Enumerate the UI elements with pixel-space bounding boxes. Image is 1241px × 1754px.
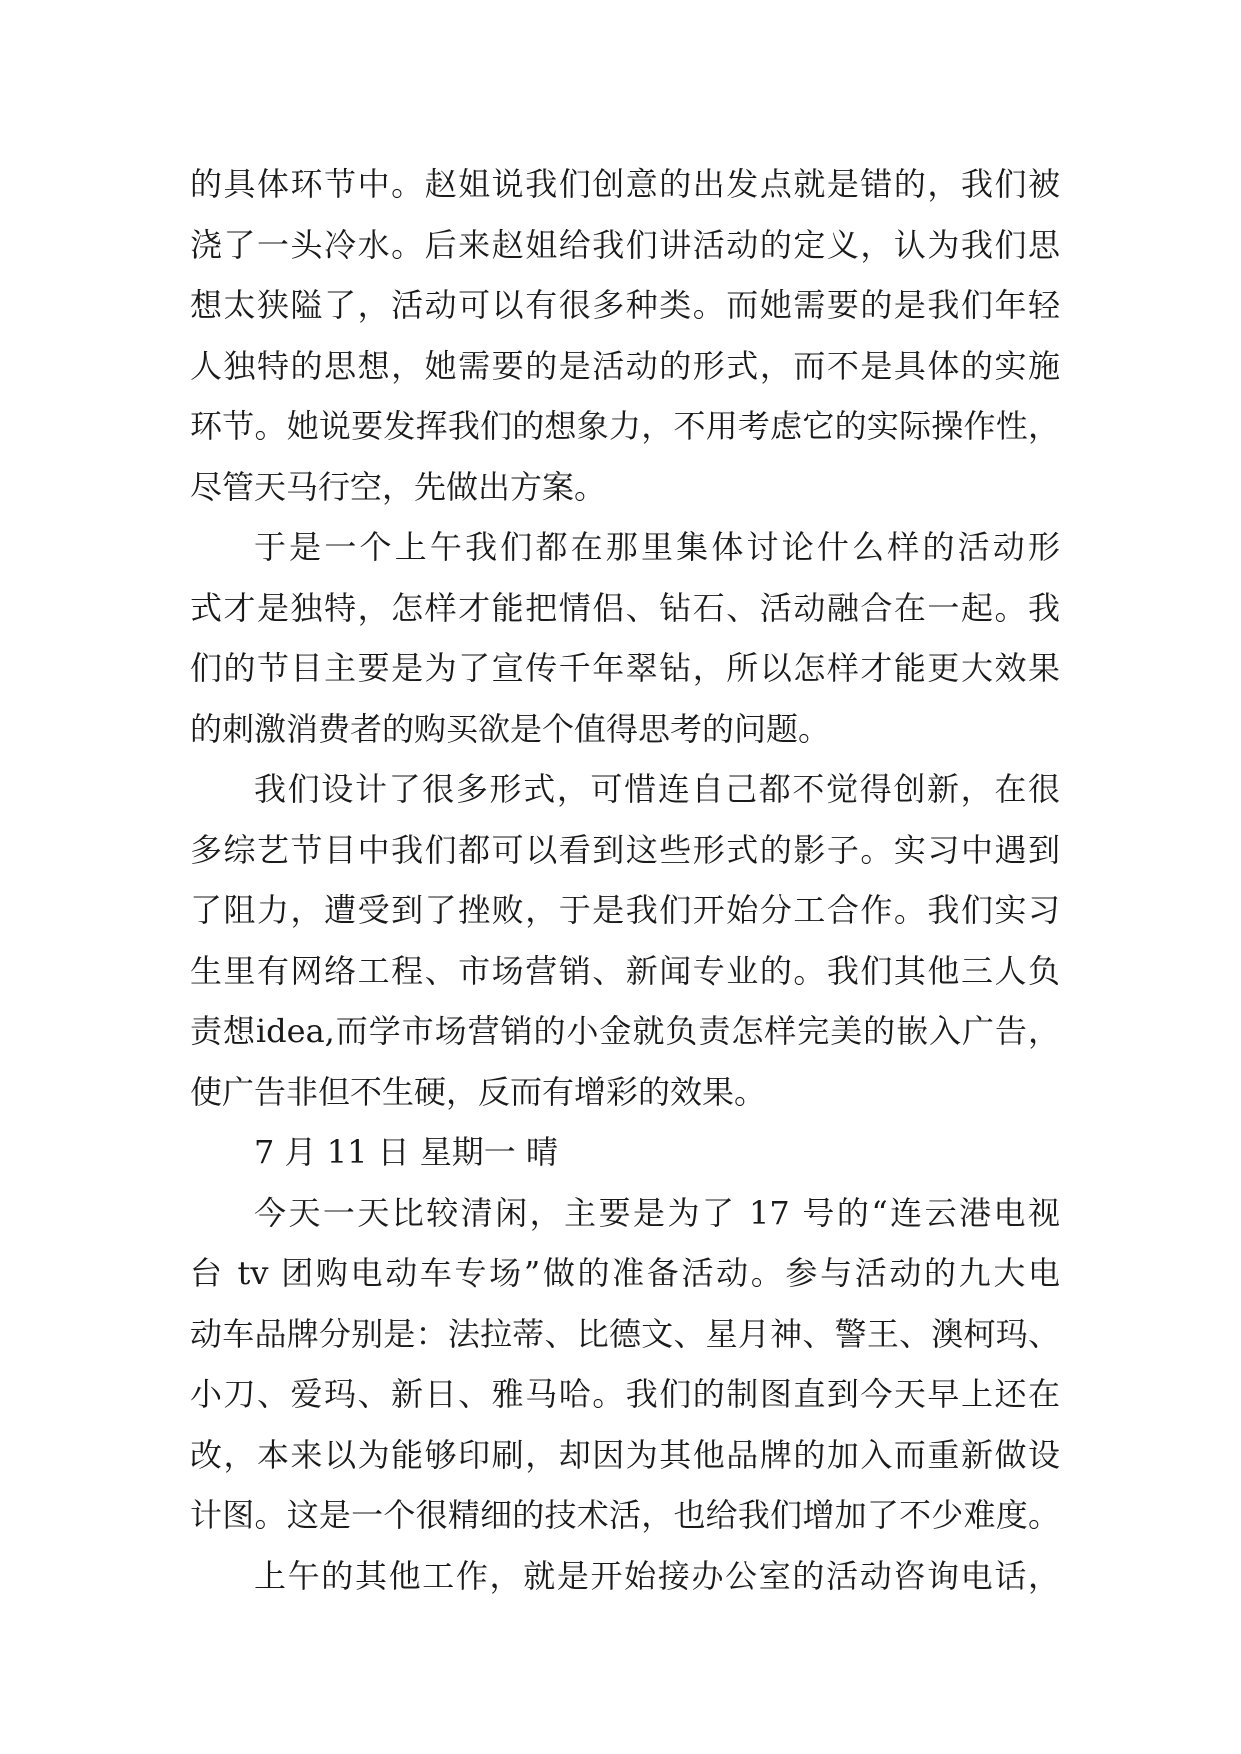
text-line: 了阻力，遭受到了挫败，于是我们开始分工合作。我们实习	[190, 891, 1060, 929]
text-line: 动车品牌分别是：法拉蒂、比德文、星月神、警王、澳柯玛、	[190, 1314, 1060, 1353]
text-line: 7 月 11 日 星期一 晴	[254, 1133, 558, 1171]
text-line: 改，本来以为能够印刷，却因为其他品牌的加入而重新做设	[190, 1435, 1060, 1474]
text-line: 使广告非但不生硬，反而有增彩的效果。	[190, 1072, 767, 1111]
text-line: 小刀、爱玛、新日、雅马哈。我们的制图直到今天早上还在	[190, 1375, 1060, 1413]
body-text	[190, 154, 1060, 1606]
text-line: 的刺激消费者的购买欲是个值得思考的问题。	[190, 709, 831, 748]
text-line: 责想idea,而学市场营销的小金就负责怎样完美的嵌入广告，	[190, 1012, 1060, 1050]
text-line: 尽管天马行空，先做出方案。	[190, 467, 607, 506]
text-line: 们的节目主要是为了宣传千年翠钻，所以怎样才能更大效果	[190, 649, 1060, 687]
text-line: 台 tv 团购电动车专场”做的准备活动。参与活动的九大电	[190, 1254, 1060, 1292]
text-line: 于是一个上午我们都在那里集体讨论什么样的活动形	[254, 528, 1060, 566]
text-line: 环节。她说要发挥我们的想象力，不用考虑它的实际操作性，	[190, 407, 1060, 445]
text-line: 的具体环节中。赵姐说我们创意的出发点就是错的，我们被	[190, 165, 1060, 203]
text-line: 浇了一头冷水。后来赵姐给我们讲活动的定义，认为我们思	[190, 225, 1060, 264]
text-line: 生里有网络工程、市场营销、新闻专业的。我们其他三人负	[190, 951, 1060, 990]
text-line: 今天一天比较清闲，主要是为了 17 号的“连云港电视	[254, 1193, 1060, 1232]
text-line: 人独特的思想，她需要的是活动的形式，而不是具体的实施	[190, 346, 1060, 385]
text-line: 想太狭隘了，活动可以有很多种类。而她需要的是我们年轻	[190, 286, 1060, 324]
text-line: 上午的其他工作，就是开始接办公室的活动咨询电话，	[254, 1556, 1060, 1595]
text-line: 多综艺节目中我们都可以看到这些形式的影子。实习中遇到	[190, 830, 1060, 869]
text-line: 我们设计了很多形式，可惜连自己都不觉得创新，在很	[254, 770, 1060, 808]
text-line: 计图。这是一个很精细的技术活，也给我们增加了不少难度。	[190, 1496, 1060, 1534]
text-line: 式才是独特，怎样才能把情侣、钻石、活动融合在一起。我	[190, 588, 1060, 627]
